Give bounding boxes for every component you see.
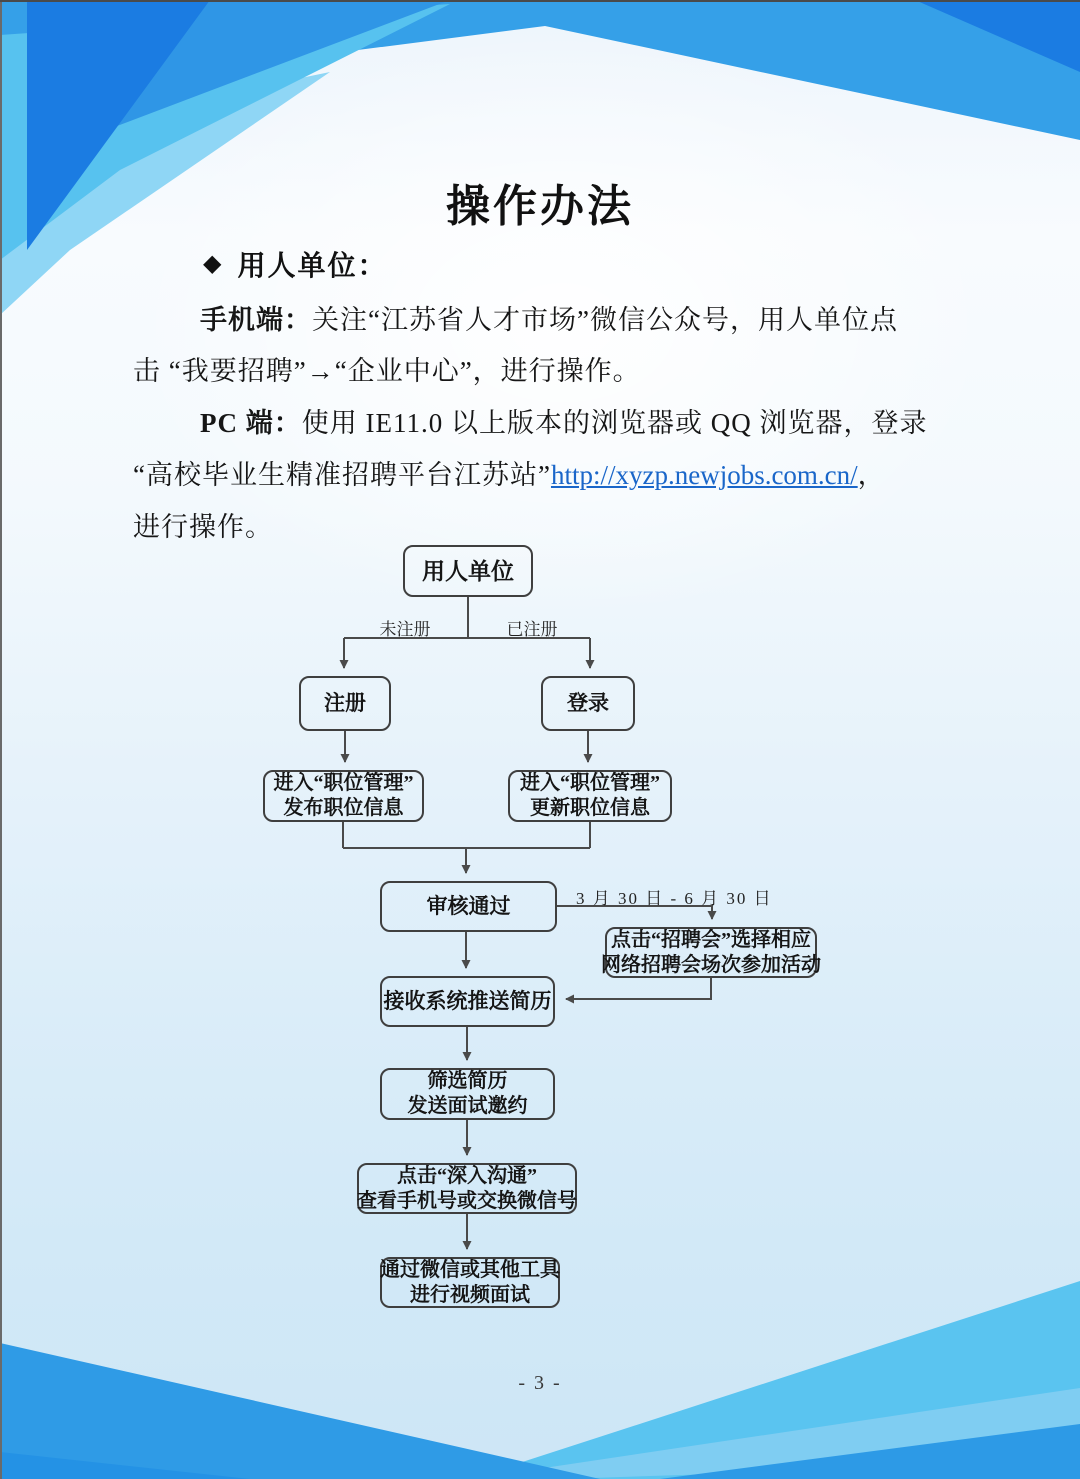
flow-box-publish-line2: 发布职位信息	[283, 797, 404, 819]
flow-box-filter-resumes	[380, 1068, 555, 1120]
flow-box-filter-line1: 筛选简历	[427, 1070, 508, 1092]
flow-box-job-fair-line1: 点击“招聘会”选择相应	[611, 928, 811, 951]
flow-box-approved-label: 审核通过	[426, 894, 511, 918]
flow-box-filter-line2: 发送面试邀约	[407, 1095, 528, 1117]
flow-box-register-label: 注册	[324, 691, 366, 715]
pc-line3-text: 进行操作。	[133, 512, 273, 542]
flow-box-update-line2: 更新职位信息	[530, 797, 650, 819]
flow-box-receive-resumes-label: 接收系统推送简历	[383, 989, 552, 1013]
flow-box-job-fair-line2: 网络招聘会场次参加活动	[601, 953, 821, 976]
flow-box-deep-contact	[357, 1163, 577, 1214]
flow-box-start-label: 用人单位	[422, 558, 514, 584]
flow-box-deep-contact-line1: 点击“深入沟通”	[397, 1164, 537, 1187]
flow-box-receive-resumes	[380, 976, 555, 1027]
pc-line1-text: 使用 IE11.0 以上版本的浏览器或 QQ 浏览器，登录	[301, 408, 928, 438]
mobile-label: 手机端：	[200, 305, 312, 335]
page-title: 操作办法	[446, 182, 634, 231]
flow-box-login-label: 登录	[567, 691, 609, 715]
flow-box-publish	[263, 770, 424, 822]
flow-box-video-interview-line2: 进行视频面试	[410, 1283, 530, 1306]
section-heading-label: 用人单位：	[237, 251, 388, 282]
mobile-line1-text: 关注“江苏省人才市场”微信公众号，用人单位点	[312, 305, 898, 335]
page-number: - 3 -	[518, 1372, 562, 1394]
platform-link[interactable]: http://xyzp.newjobs.com.cn/	[550, 460, 858, 490]
flow-box-register	[299, 676, 391, 731]
flow-branch-label-registered: 已注册	[506, 620, 558, 639]
pc-line2-comma: ，	[857, 460, 886, 490]
pc-line2-quote: “高校毕业生精准招聘平台江苏站”	[133, 460, 551, 490]
flow-box-start	[403, 545, 533, 597]
flow-box-job-fair	[601, 927, 821, 978]
flow-box-deep-contact-line2: 查看手机号或交换微信号	[357, 1189, 577, 1212]
flow-box-update	[508, 770, 672, 822]
pc-label: PC 端：	[200, 408, 302, 438]
diamond-bullet-icon: ◆	[203, 251, 222, 277]
mobile-line2-text: 击 “我要招聘”→“企业中心”，进行操作。	[133, 356, 641, 386]
flow-branch-label-unregistered: 未注册	[379, 620, 431, 639]
flow-box-approved	[380, 881, 557, 932]
flow-date-label: 3 月 30 日 - 6 月 30 日	[576, 889, 773, 908]
flow-box-update-line1: 进入“职位管理”	[520, 772, 660, 794]
flow-box-video-interview-line1: 通过微信或其他工具	[380, 1258, 560, 1281]
flow-box-login	[541, 676, 635, 731]
flow-box-publish-line1: 进入“职位管理”	[273, 772, 414, 794]
flow-box-video-interview	[380, 1257, 560, 1308]
